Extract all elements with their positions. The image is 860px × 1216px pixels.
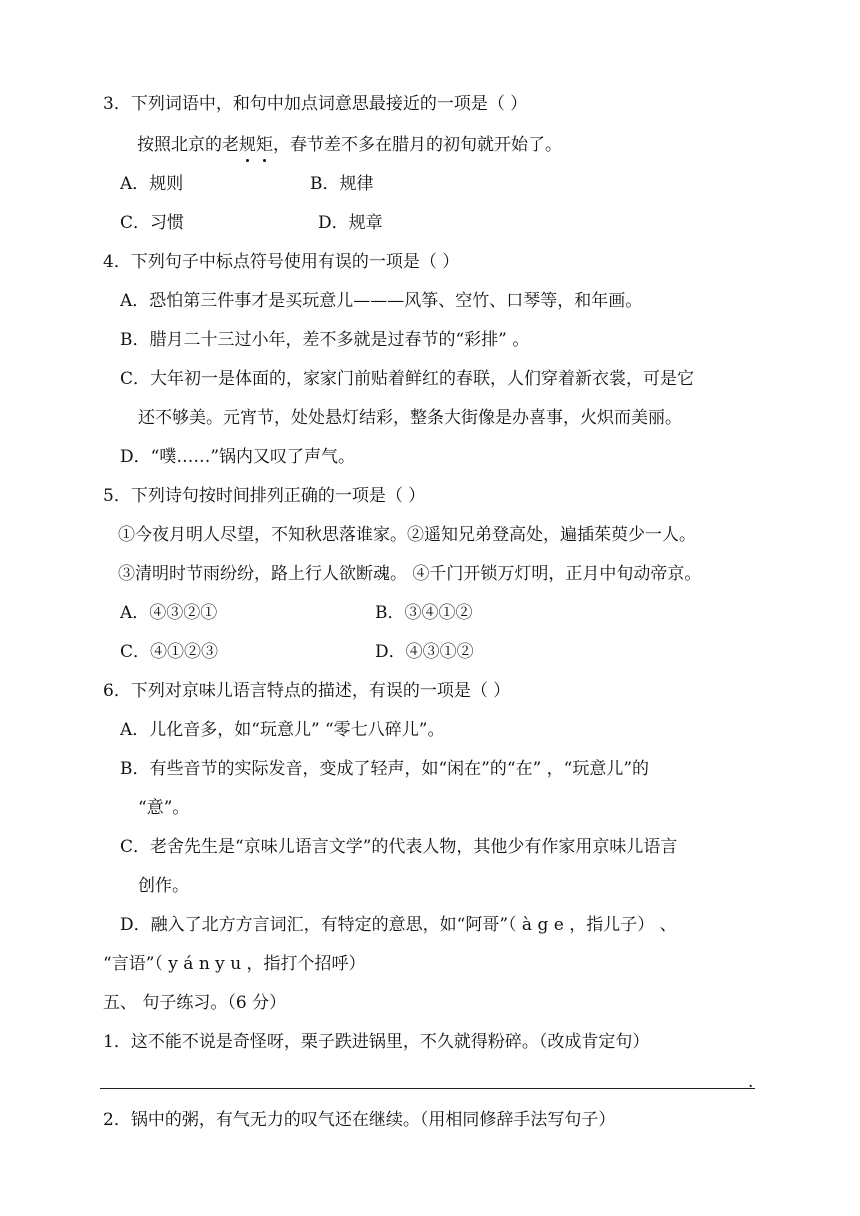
q5-poem-line2: ③清明时节雨纷纷，路上行人欲断魂。 ④千门开锁万灯明，正月中旬动帝京。 — [118, 564, 702, 584]
section5-title: 五、 句子练习。（6 分） — [103, 993, 287, 1013]
answer-line[interactable] — [100, 1088, 755, 1089]
section5-q2: 2．锅中的粥，有气无力的叹气还在继续。（用相同修辞手法写句子） — [103, 1110, 616, 1130]
q3-stem: 3．下列词语中，和句中加点词意思最接近的一项是（ ） — [103, 94, 528, 114]
q5-option-a: A．④③②① — [120, 603, 218, 623]
q4-option-c-line2: 还不够美。元宵节，处处悬灯结彩，整条大街像是办喜事，火炽而美丽。 — [138, 408, 682, 428]
q3-sentence — [137, 133, 562, 157]
q5-poem-line1: ①今夜月明人尽望，不知秋思落谁家。②遥知兄弟登高处，遍插茱萸少一人。 — [118, 525, 696, 545]
q3-option-b: B．规律 — [310, 174, 374, 194]
q6-option-c-line2: 创作。 — [138, 876, 189, 896]
q6-option-d-line2: “言语”（ y á n y u ，指打个招呼） — [103, 954, 366, 974]
q6-option-b-line1: B．有些音节的实际发音，变成了轻声，如“闲在”的“在” ，“玩意儿”的 — [120, 759, 650, 779]
q6-stem: 6．下列对京味儿语言特点的描述，有误的一项是（ ） — [103, 681, 511, 701]
q3-option-d: D．规章 — [318, 213, 383, 233]
section5-q1: 1．这不能不说是奇怪呀，栗子跌进锅里，不久就得粉碎。（改成肯定句） — [103, 1032, 650, 1052]
q4-option-c-line1: C．大年初一是体面的，家家门前贴着鲜红的春联，人们穿着新衣裳，可是它 — [120, 369, 695, 389]
q5-option-b: B．③④①② — [375, 603, 473, 623]
q5-option-d: D．④③①② — [375, 642, 474, 662]
q3-dotted-word — [239, 133, 273, 157]
q6-option-a: A．儿化音多，如“玩意儿” “零七八碎儿”。 — [120, 720, 445, 740]
q4-option-d: D．“噗……”锅内又叹了声气。 — [120, 447, 356, 467]
q4-option-b: B．腊月二十三过小年，差不多就是过春节的“彩排” 。 — [120, 330, 530, 350]
q6-option-d-line1: D．融入了北方方言词汇，有特定的意思，如“阿哥”（ à g e ，指儿子） 、 — [120, 915, 677, 935]
q4-stem: 4．下列句子中标点符号使用有误的一项是（ ） — [103, 252, 460, 272]
q3-sentence-after: ，春节差不多在腊月的初旬就开始了。 — [273, 135, 562, 155]
q3-sentence-before: 按照北京的老 — [137, 135, 239, 155]
answer-line-end-period: . — [748, 1072, 754, 1092]
q3-dotted-char-1: 规 — [239, 135, 256, 155]
q3-option-a: A．规则 — [120, 174, 184, 194]
q4-option-a: A．恐怕第三件事才是买玩意儿———风筝、空竹、口琴等，和年画。 — [120, 291, 643, 311]
q5-option-c: C．④①②③ — [120, 642, 219, 662]
q5-stem: 5．下列诗句按时间排列正确的一项是（ ） — [103, 486, 426, 506]
q6-option-b-line2: “意”。 — [138, 798, 190, 818]
q3-dotted-char-2: 矩 — [256, 135, 273, 155]
q6-option-c-line1: C．老舍先生是“京味儿语言文学”的代表人物，其他少有作家用京味儿语言 — [120, 837, 678, 857]
q3-option-c: C．习惯 — [120, 213, 185, 233]
